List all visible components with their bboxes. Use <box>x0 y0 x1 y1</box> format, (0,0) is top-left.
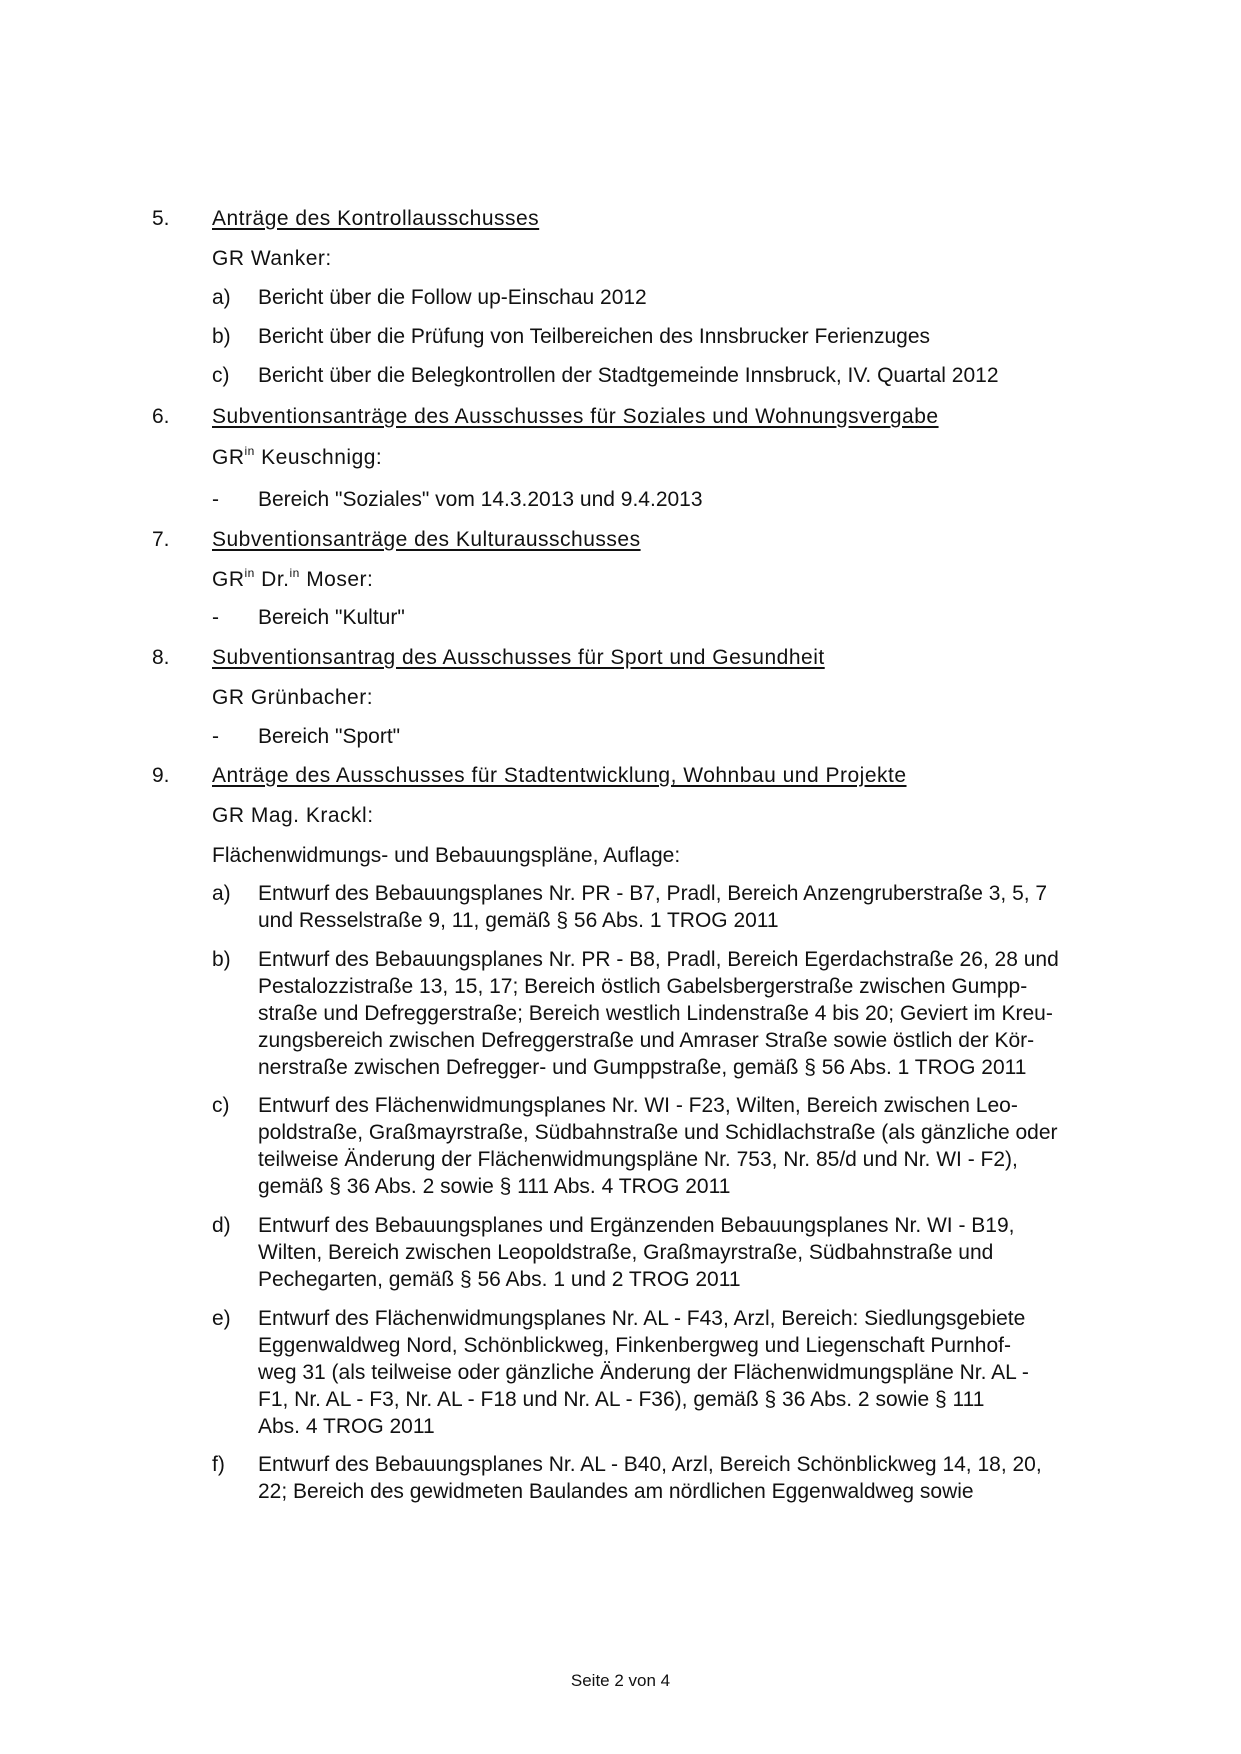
item-label: - <box>212 606 219 629</box>
item-text: Entwurf des Bebauungsplanes Nr. PR - B8, Pradl, Bereich Egerdachstraße 26, 28 und Pestalozzistraße 13, 15, 17; Bereich östlich Gabelsbergerstraße zwischen Gumpp- straße und Defreggerstraße; Bereich westlich Lindenstraße 4 bis 20; Geviert im Kreu- zungsbereich zwischen Defreggerstraße und Amraser Straße sowie östlich der Kör- nerstraße zwischen Defregger- und Gumppstraße, gemäß § 56 Abs. 1 TROG 2011 <box>258 948 1059 1079</box>
section-intro: Flächenwidmungs- und Bebauungspläne, Auflage: <box>212 844 681 867</box>
item-text: Bereich "Soziales" vom 14.3.2013 und 9.4.2013 <box>258 488 703 511</box>
section-number: 9. <box>152 764 170 787</box>
speaker: GR Grünbacher: <box>212 686 374 709</box>
item-label: d) <box>212 1214 231 1237</box>
item-text: Bericht über die Belegkontrollen der Stadtgemeinde Innsbruck, IV. Quartal 2012 <box>258 364 999 387</box>
item-label: a) <box>212 882 231 905</box>
item-text: Entwurf des Bebauungsplanes Nr. PR - B7, Pradl, Bereich Anzengruberstraße 3, 5, 7 und Resselstraße 9, 11, gemäß § 56 Abs. 1 TROG 2011 <box>258 882 1048 932</box>
item-text: Bereich "Sport" <box>258 725 401 748</box>
section-title: Anträge des Kontrollausschusses <box>212 207 540 230</box>
section-title: Subventionsanträge des Kulturausschusses <box>212 528 641 551</box>
item-label: c) <box>212 364 230 387</box>
item-text: Bericht über die Follow up-Einschau 2012 <box>258 286 647 309</box>
speaker: $GR^{in}$ Dr.$^{in}$ Moser: <box>212 566 374 591</box>
item-label: f) <box>212 1453 225 1476</box>
item-label: b) <box>212 325 231 348</box>
item-label: - <box>212 725 219 748</box>
item-text: Bereich "Kultur" <box>258 606 405 629</box>
speaker: GR Mag. Krackl: <box>212 804 374 827</box>
page-footer: Seite 2 von 4 <box>570 1671 671 1690</box>
speaker: GR Wanker: <box>212 247 332 270</box>
item-label: c) <box>212 1094 230 1117</box>
item-label: e) <box>212 1307 231 1330</box>
item-label: a) <box>212 286 231 309</box>
section-title: Subventionsantrag des Ausschusses für Sport und Gesundheit <box>212 646 825 669</box>
item-text: Entwurf des Flächenwidmungsplanes Nr. AL - F43, Arzl, Bereich: Siedlungsgebiete Eggenwaldweg Nord, Schönblickweg, Finkenbergweg und Liegenschaft Purnhof- weg 31 (als teilweise oder gänzliche Änderung der Flächenwidmungspläne Nr. AL - F1, Nr. AL - F3, Nr. AL - F18 und Nr. AL - F36), gemäß § 36 Abs. 2 sowie § 111 Abs. 4 TROG 2011 <box>258 1307 1029 1438</box>
section-number: 8. <box>152 646 170 669</box>
section-title: Anträge des Ausschusses für Stadtentwicklung, Wohnbau und Projekte <box>212 764 907 787</box>
item-text: Bericht über die Prüfung von Teilbereichen des Innsbrucker Ferienzuges <box>258 325 930 348</box>
item-text: Entwurf des Bebauungsplanes Nr. AL - B40, Arzl, Bereich Schönblickweg 14, 18, 20, 22; Bereich des gewidmeten Baulandes am nördlichen Eggenwaldweg sowie <box>258 1453 1042 1503</box>
item-label: b) <box>212 948 231 971</box>
section-number: 6. <box>152 405 170 428</box>
section-title: Subventionsanträge des Ausschusses für Soziales und Wohnungsvergabe <box>212 405 939 428</box>
item-text: Entwurf des Flächenwidmungsplanes Nr. WI - F23, Wilten, Bereich zwischen Leo- poldstraße, Graßmayrstraße, Südbahnstraße und Schidlachstraße (als gänzliche oder teilweise Änderung der Flächenwidmungspläne Nr. 753, Nr. 85/d und Nr. WI - F2), gemäß § 36 Abs. 2 sowie § 111 Abs. 4 TROG 2011 <box>258 1094 1058 1198</box>
section-number: 5. <box>152 207 170 230</box>
item-text: Entwurf des Bebauungsplanes und Ergänzenden Bebauungsplanes Nr. WI - B19, Wilten, Bereich zwischen Leopoldstraße, Graßmayrstraße, Südbahnstraße und Pechegarten, gemäß § 56 Abs. 1 und 2 TROG 2011 <box>258 1214 1015 1291</box>
speaker: $GR^{in}$ Keuschnigg: <box>212 444 383 469</box>
section-number: 7. <box>152 528 170 551</box>
item-label: - <box>212 488 219 511</box>
